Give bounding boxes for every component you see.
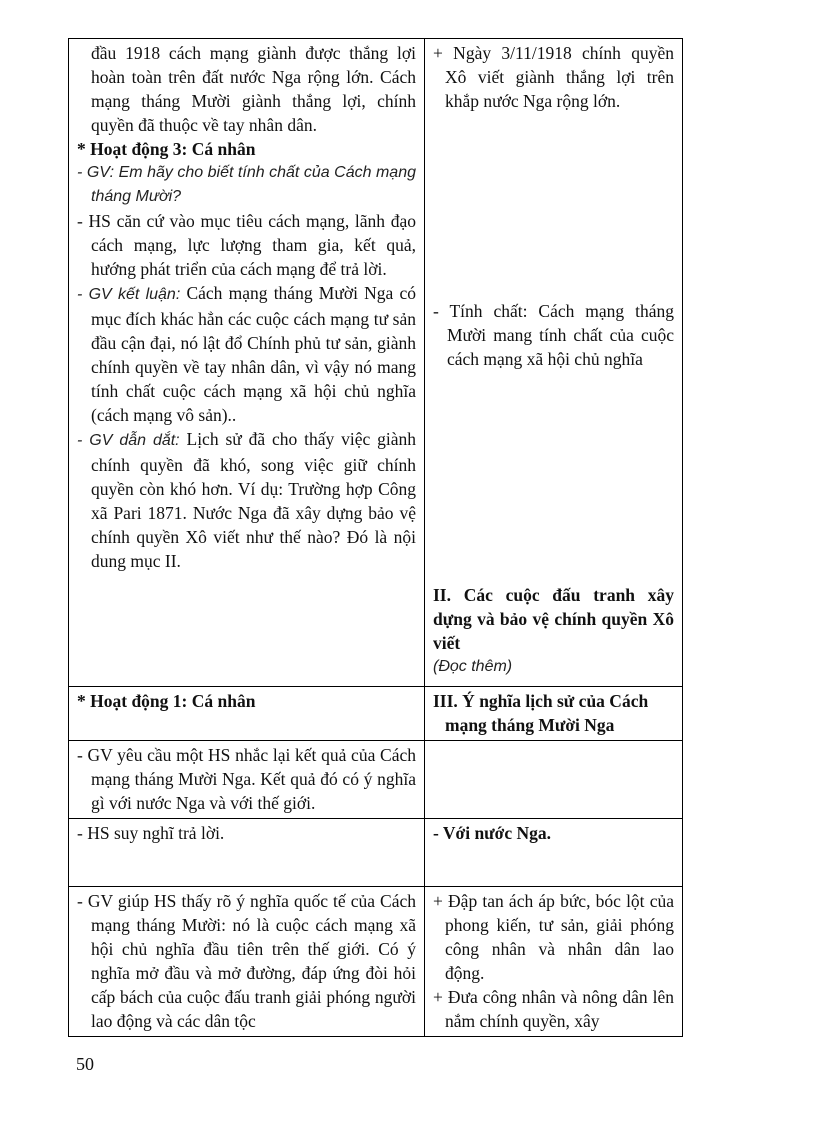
spacer xyxy=(433,113,674,299)
activity-heading: * Hoạt động 3: Cá nhân xyxy=(77,139,256,159)
content-cell xyxy=(425,687,683,741)
lead-label: - GV dẫn dắt: xyxy=(77,432,180,449)
content-cell xyxy=(425,819,683,887)
section-heading: II. Các cuộc đấu tranh xây dựng và bảo vệ chính quyền Xô viết xyxy=(433,585,674,653)
activity-cell xyxy=(69,39,425,687)
content-point: - Tính chất: Cách mạng tháng Mười mang tính chất của cuộc cách mạng xã hội chủ nghĩa xyxy=(433,301,674,369)
content-cell xyxy=(425,887,683,1037)
page-number: 50 xyxy=(76,1054,94,1074)
content-point: + Đưa công nhân và nông dân lên nắm chính quyền, xây xyxy=(433,987,674,1031)
teacher-lead-in xyxy=(77,427,416,573)
teacher-question: - GV: Em hãy cho biết tính chất của Cách mạng tháng Mười? xyxy=(77,164,416,205)
content-point: + Ngày 3/11/1918 chính quyền Xô viết giành thắng lợi trên khắp nước Nga rộng lớn. xyxy=(433,43,674,111)
section-heading: III. Ý nghĩa lịch sử của Cách mạng tháng Mười Nga xyxy=(433,691,649,735)
teacher-explanation: - GV giúp HS thấy rõ ý nghĩa quốc tế của Cách mạng tháng Mười: nó là cuộc cách mạng xã hội chủ nghĩa đầu tiên trên thế giới. Có ý nghĩa mở đầu và mở đường, đáp ứng đòi hỏi cấp bách của cuộc đấu tranh giải phóng người lao động và các dân tộc xyxy=(77,891,416,1031)
student-task: - HS căn cứ vào mục tiêu cách mạng, lãnh đạo cách mạng, lực lượng tham gia, kết quả, hướng phát triển của cách mạng để trả lời. xyxy=(77,211,416,279)
table-row xyxy=(69,39,683,687)
table-row xyxy=(69,687,683,741)
section-note: (Đọc thêm) xyxy=(433,658,513,675)
activity-cell xyxy=(69,687,425,741)
content-heading: - Với nước Nga. xyxy=(433,823,552,843)
table-row xyxy=(69,741,683,819)
student-task: - HS suy nghĩ trả lời. xyxy=(77,823,225,843)
teacher-task: - GV yêu cầu một HS nhắc lại kết quả của Cách mạng tháng Mười Nga. Kết quả đó có ý nghĩa gì với nước Nga và với thế giới. xyxy=(77,745,416,813)
spacer xyxy=(433,371,674,583)
content-cell xyxy=(425,741,683,819)
lesson-table xyxy=(68,38,683,1037)
content-point: + Đập tan ách áp bức, bóc lột của phong kiến, tư sản, giải phóng công nhân và nhân dân lao động. xyxy=(433,891,674,983)
table-row xyxy=(69,887,683,1037)
conclusion-text: Cách mạng tháng Mười Nga có mục đích khác hẳn các cuộc cách mạng tư sản đầu cận đại, nó lật đổ Chính phủ tư sản, giành chính quyền về tay nhân dân, vì vậy nó mang tính chất cuộc cách mạng xã hội chủ nghĩa (cách mạng vô sản).. xyxy=(91,283,416,425)
content-cell xyxy=(425,39,683,687)
activity-cell xyxy=(69,819,425,887)
activity-cell xyxy=(69,741,425,819)
lead-in-text: Lịch sử đã cho thấy việc giành chính quyền đã khó, song việc giữ chính quyền còn khó hơn. Ví dụ: Trường hợp Công xã Pari 1871. Nước Nga đã xây dựng bảo vệ chính quyền Xô viết như thế nào? Đó là nội dung mục II. xyxy=(91,429,416,571)
table-row xyxy=(69,819,683,887)
teacher-conclusion xyxy=(77,281,416,427)
paragraph: đầu 1918 cách mạng giành được thắng lợi hoàn toàn trên đất nước Nga rộng lớn. Cách mạng tháng Mười giành thắng lợi, chính quyền đã thuộc về tay nhân dân. xyxy=(91,43,416,135)
activity-cell xyxy=(69,887,425,1037)
lead-label: - GV kết luận: xyxy=(77,286,181,303)
activity-heading: * Hoạt động 1: Cá nhân xyxy=(77,691,256,711)
